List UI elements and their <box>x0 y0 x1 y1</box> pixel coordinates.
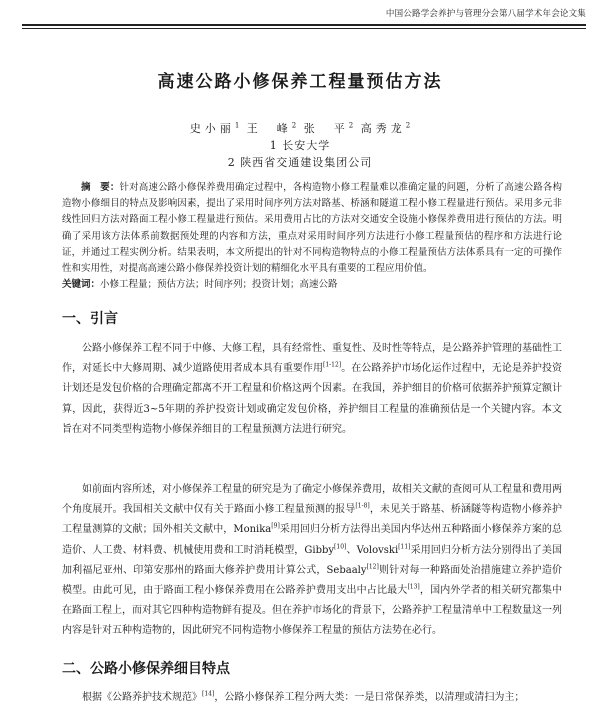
citation[interactable]: [1-12] <box>323 361 342 369</box>
author-name: 王 峰 <box>246 122 292 135</box>
keywords <box>62 277 562 293</box>
text-run: 采用回归分析方法分别得出了美国加利福尼亚州、印第安那州的路面大修养护费用计算公式，Sebaaly <box>62 544 563 576</box>
keywords-label: 关键词： <box>62 279 101 290</box>
paper-title: 高速公路小修保养工程量预估方法 <box>157 72 443 92</box>
header-rule <box>22 28 586 29</box>
running-header <box>22 8 586 26</box>
section-heading-introduction: 一、引言 <box>62 311 118 327</box>
text-run: 根据《公路养护技术规范》 <box>82 692 202 703</box>
text-run: 采用回归分析方法得出美国内华达州五种路面小修保养方案的总造价、人工费、材料费、机械使用费和工时消耗模型，Gibby <box>62 524 563 556</box>
text-run: 则针对每一种路面处治措施建立养护造价模型。由此可见，由于路面工程小修保养费用在公路养护费用支出中占比最大 <box>62 564 563 597</box>
text-run: 。在公路养护市场化运作过程中，无论是养护投资计划还是发包价格的合理确定都离不开工程量和价格这两个因素。在我国，养护细目的价格可依据养护预算定额计算，因此，获得近3~5年期的养护投资计划或确定发包价格，养护细目工程量的准确预估是一个关键内容。本文旨在对不同类型构造物小修保养细目的工程量预测方法进行研究。 <box>62 363 563 435</box>
text-run: 如前面内容所述，对小修保养工程量的研究是为了确定小修保养费用，故相关文献的查阅可从工程量和费用两个角度展开。我国相关文献中仅有关于路面小修工程量预测的报导 <box>62 484 562 516</box>
citation[interactable]: [10] <box>334 543 347 551</box>
section-heading-maintenance-items: 二、公路小修保养细目特点 <box>62 661 230 677</box>
citation[interactable]: [11] <box>398 543 411 551</box>
abstract <box>62 180 562 277</box>
section2-paragraph-1 <box>62 688 562 708</box>
intro-paragraph-1 <box>62 339 562 440</box>
text-run: 公路小修保养工程不同于中修、大修工程，具有经常性、重复性、及时性等特点，是公路养护管理的基础性工作，对延长中大修周期、减少道路使用者成本具有重要作用 <box>62 343 562 375</box>
author-name: 史小丽 <box>189 122 235 135</box>
author-name: 高秀龙 <box>360 122 406 135</box>
author-list <box>0 120 600 136</box>
running-title: 中国公路学会养护与管理分会第八届学术年会论文集 <box>385 9 586 19</box>
affiliation-2: 2 陕西省交通建设集团公司 <box>227 156 373 169</box>
abstract-label: 摘 要： <box>81 182 120 193</box>
citation[interactable]: [14] <box>202 690 215 698</box>
keywords-text: 小修工程量；预估方法；时间序列；投资计划；高速公路 <box>100 279 338 290</box>
intro-paragraph-2 <box>62 480 562 642</box>
author-affil-mark: 2 <box>291 121 297 130</box>
citation[interactable]: [9] <box>271 523 280 531</box>
author-name: 张 平 <box>303 122 349 135</box>
citation[interactable]: [1-8] <box>355 502 370 510</box>
citation[interactable]: [13] <box>407 583 420 591</box>
text-run: ，未见关于路基、桥涵隧等构造物小修养护工程量测算的文献；国外相关文献中，Monika <box>62 504 563 536</box>
text-run: 、Volovski <box>346 544 399 556</box>
author-affil-mark: 2 <box>405 121 411 130</box>
citation[interactable]: [12] <box>366 563 379 571</box>
author-affil-mark: 2 <box>348 121 354 130</box>
author-affil-mark: 1 <box>234 121 240 130</box>
text-run: ，国内外学者的相关研究都集中在路面工程上，而对其它四种构造物鲜有提及。但在养护市场化的背景下，公路养护工程量清单中工程数量这一列内容是针对五种构造物的，因此研究不同构造物小修保养工程量的预估方法势在必行。 <box>62 585 563 637</box>
abstract-text: 针对高速公路小修保养费用确定过程中，各构造物小修工程量难以准确定量的问题，分析了高速公路各构造物小修细目的特点及影响因素，提出了采用时间序列方法对路基、桥涵和隧道工程小修工程量进行预估。采用多元非线性回归方法对路面工程小修工程量进行预估。采用费用占比的方法对交通安全设施小修保养费用进行预估的方法。明确了采用该方法体系前数据预处理的内容和方法，重点对采用时间序列方法进行小修工程量预估的程序和方法进行论证，并通过工程实例分析。结果表明，本文所提出的针对不同构造物特点的小修工程量预估方法体系具有一定的可操作性和实用性，对提高高速公路小修保养投资计划的精细化水平具有重要的工程应用价值。 <box>62 182 562 275</box>
text-run: ，公路小修保养工程分两大类：一是日常保养类，以清理或清扫为主； <box>214 692 525 703</box>
affiliation-1: 1 长安大学 <box>269 139 331 152</box>
